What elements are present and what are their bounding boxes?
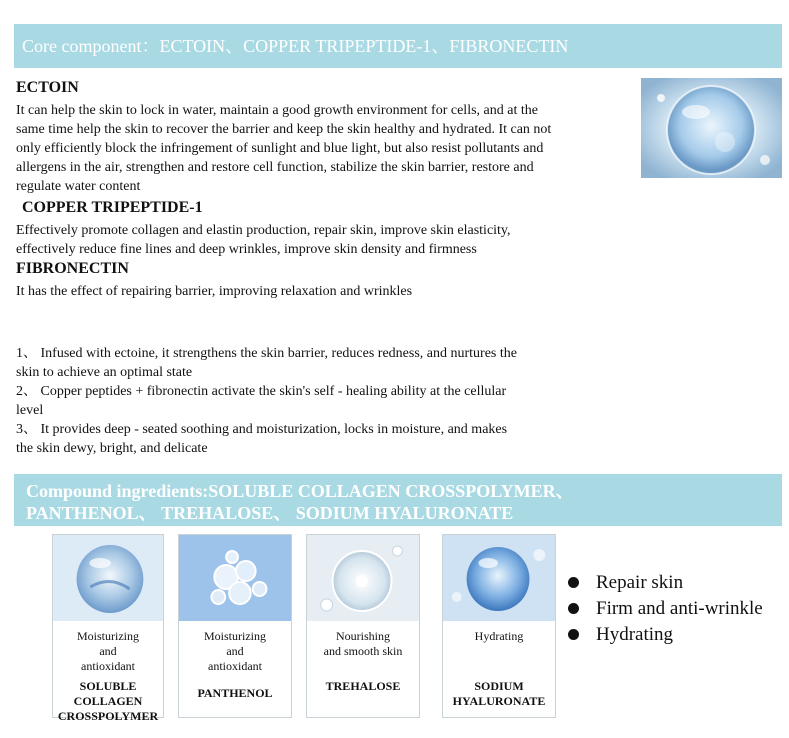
core-component-banner [14,24,782,68]
text-line: Effectively promote collagen and elastin production, repair skin, improve skin elasticity, [16,223,511,238]
hyaluronate-sphere-image [443,535,555,621]
text-line: only efficiently block the infringement of sunlight and blue light, but also resist pollutants and [16,141,544,156]
text-line: PANTHENOL [197,686,273,700]
compound-banner-line: Compound ingredients:SOLUBLE COLLAGEN CROSSPOLYMER、 [26,481,574,501]
bullet-dot-icon [568,629,579,640]
text-line: and [99,644,117,658]
ingredient-card-sodium-hyaluronate [442,534,556,718]
bullet-label: Hydrating [596,624,674,645]
section-title-ectoin: ECTOIN [16,79,79,96]
bullet-item [568,622,763,648]
text-line: CROSSPOLYMER [57,709,159,723]
benefit-bullet-list [568,570,763,648]
text-line: and smooth skin [323,644,403,658]
text-line: allergens in the air, strengthen and restore cell function, stabilize the skin barrier, restore and [16,160,534,175]
ectoin-water-drop-image [641,78,782,178]
text-line: effectively reduce fine lines and deep wrinkles, improve skin density and firmness [16,242,477,257]
trehalose-droplet-image [307,535,419,621]
text-line: HYALURONATE [452,694,546,708]
benefit-item [16,420,517,458]
ingredient-name [443,679,555,709]
panthenol-bubbles-image [179,535,291,621]
text-line: regulate water content [16,179,141,194]
text-line: TREHALOSE [325,679,401,693]
text-line: and [226,644,244,658]
section-title-copper-tripeptide: COPPER TRIPEPTIDE-1 [22,199,203,216]
ectoin-description [16,101,551,196]
ingredient-name [307,679,419,694]
copper-tripeptide-description [16,221,511,259]
bullet-item [568,570,763,596]
ingredient-benefit [179,629,291,674]
text-line: It has the effect of repairing barrier, improving relaxation and wrinkles [16,284,413,299]
text-line: Moisturizing [77,629,139,643]
compound-ingredients-banner [14,474,782,526]
bullet-dot-icon [568,577,579,588]
text-line: Hydrating [474,629,524,643]
ingredient-benefit [53,629,163,674]
text-line: antioxidant [81,659,135,673]
ingredient-benefit [443,629,555,644]
text-line: SOLUBLE [79,679,137,693]
fibronectin-description [16,282,412,301]
bullet-dot-icon [568,603,579,614]
text-line: SODIUM [474,679,524,693]
bullet-item [568,596,763,622]
text-line: skin to achieve an optimal state [16,365,193,380]
text-line: 2、 Copper peptides + fibronectin activate the skin's self - healing ability at the cellular [16,384,507,399]
text-line: Moisturizing [204,629,266,643]
benefits-list [16,344,517,458]
core-component-title: Core component：ECTOIN、COPPER TRIPEPTIDE-1、FIBRONECTIN [22,36,569,56]
benefit-item [16,344,517,382]
text-line: level [16,403,44,418]
text-line: Nourishing [336,629,390,643]
text-line: the skin dewy, bright, and delicate [16,441,208,456]
section-title-fibronectin: FIBRONECTIN [16,260,129,277]
text-line: COLLAGEN [73,694,143,708]
ingredient-benefit [307,629,419,659]
collagen-sphere-image [53,535,163,621]
bullet-label: Repair skin [596,572,684,593]
text-line: 3、 It provides deep - seated soothing and moisturization, locks in moisture, and makes [16,422,508,437]
text-line: same time help the skin to recover the barrier and keep the skin healthy and hydrated. It can not [16,122,552,137]
text-line: It can help the skin to lock in water, maintain a good growth environment for cells, and at the [16,103,538,118]
ingredient-card-panthenol [178,534,292,718]
compound-banner-line: PANTHENOL、 TREHALOSE、 SODIUM HYALURONATE [26,503,514,523]
ingredient-name [53,679,163,724]
text-line: antioxidant [208,659,262,673]
ingredient-card-trehalose [306,534,420,718]
ingredient-card-soluble-collagen [52,534,164,723]
bullet-label: Firm and anti-wrinkle [596,598,763,619]
ingredient-name [179,686,291,701]
benefit-item [16,382,517,420]
text-line: 1、 Infused with ectoine, it strengthens the skin barrier, reduces redness, and nurtures the [16,346,517,361]
